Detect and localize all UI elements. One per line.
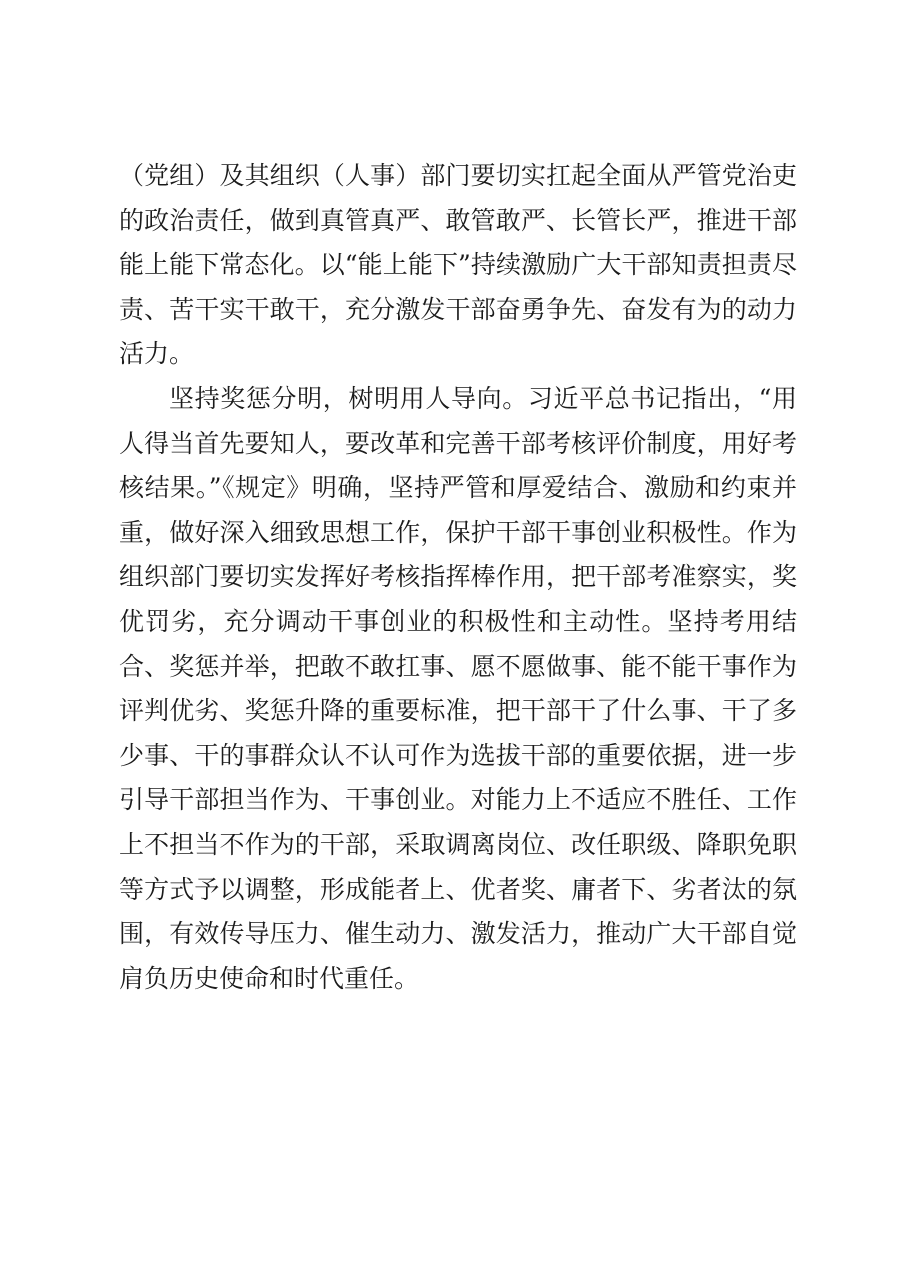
paragraph-continuation: （党组）及其组织（人事）部门要切实扛起全面从严管党治吏的政治责任，做到真管真严、敢管敢严、长管长严，推进干部能上能下常态化。以“能上能下”持续激励广大干部知责担责尽责、苦干实干敢干，充分激发干部奋勇争先、奋发有为的动力活力。	[119, 161, 797, 369]
paragraph-reward-punishment: 坚持奖惩分明，树明用人导向。习近平总书记指出，“用人得当首先要知人，要改革和完善干部考核评价制度，用好考核结果。”《规定》明确，坚持严管和厚爱结合、激励和约束并重，做好深入细致思想工作，保护干部干事创业积极性。作为组织部门要切实发挥好考核指挥棒作用，把干部考准察实，奖优罚劣，充分调动干事创业的积极性和主动性。坚持考用结合、奖惩并举，把敢不敢扛事、愿不愿做事、能不能干事作为评判优劣、奖惩升降的重要标准，把干部干了什么事、干了多少事、干的事群众认不认可作为选拔干部的重要依据，进一步引导干部担当作为、干事创业。对能力上不适应不胜任、工作上不担当不作为的干部，采取调离岗位、改任职级、降职免职等方式予以调整，形成能者上、优者奖、庸者下、劣者汰的氛围，有效传导压力、催生动力、激发活力，推动广大干部自觉肩负历史使命和时代重任。	[119, 383, 797, 993]
document-body	[119, 154, 797, 1001]
